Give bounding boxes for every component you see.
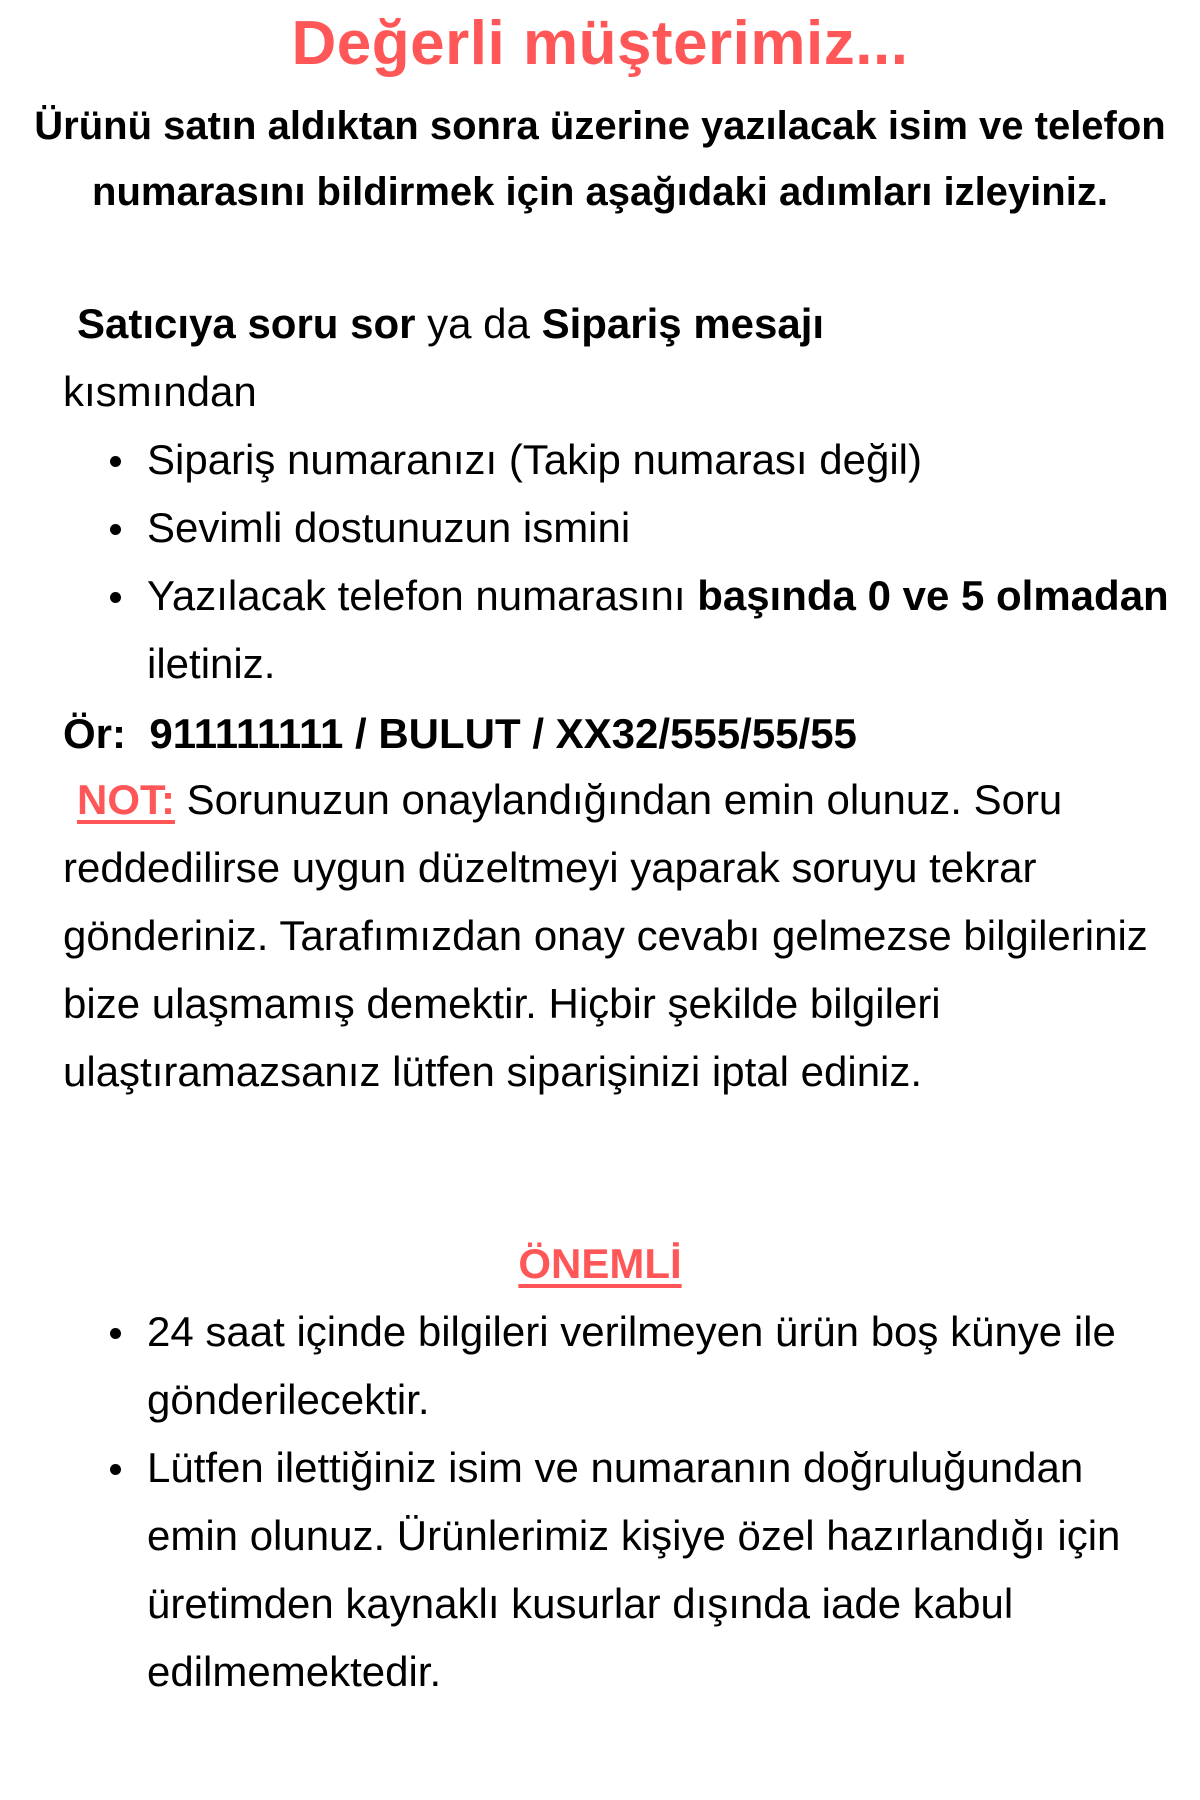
page-title: Değerli müşterimiz... bbox=[291, 9, 909, 78]
list-item-text: Lütfen ilettiğiniz isim ve numaranın doğruluğundan emin olunuz. Ürünlerimiz kişiye özel hazırlandığı için üretimden kaynaklı kusurlar dışında iade kabul edilmemektedir. bbox=[147, 1444, 1121, 1695]
note-paragraph bbox=[63, 766, 1173, 1106]
example-line: Ör: 911111111 / BULUT / XX32/555/55/55 bbox=[63, 710, 857, 757]
note-text: Sorunuzun onaylandığından emin olunuz. Soru reddedilirse uygun düzeltmeyi yaparak soruyu tekrar gönderiniz. Tarafımızdan onay cevabı gelmezse bilgileriniz bize ulaşmamış demektir. Hiçbir şekilde bilgileri ulaştıramazsanız lütfen siparişinizi iptal ediniz. bbox=[63, 776, 1148, 1095]
important-heading bbox=[0, 1230, 1200, 1298]
list-item-text: Sipariş numaranızı (Takip numarası değil) bbox=[147, 436, 922, 483]
instructions-suffix: kısmından bbox=[63, 368, 257, 415]
connector-text: ya da bbox=[415, 300, 542, 347]
ask-seller-label: Satıcıya soru sor bbox=[77, 300, 416, 347]
important-list bbox=[63, 1298, 1173, 1706]
intro-paragraph: Ürünü satın aldıktan sonra üzerine yazılacak isim ve telefon numarasını bildirmek için aşağıdaki adımları izleyiniz. bbox=[34, 104, 1166, 214]
bullet-icon bbox=[110, 592, 121, 603]
bullet-icon bbox=[110, 456, 121, 467]
list-item-text: Sevimli dostunuzun ismini bbox=[147, 504, 631, 551]
instructions-line bbox=[63, 290, 1173, 358]
list-item bbox=[63, 1434, 1173, 1706]
list-item bbox=[63, 494, 1173, 562]
list-item bbox=[63, 426, 1173, 494]
important-heading-text: ÖNEMLİ bbox=[518, 1240, 682, 1287]
instructions-block bbox=[63, 290, 1173, 698]
list-item-text: Yazılacak telefon numarasını bbox=[147, 572, 698, 619]
list-item-bold-text: başında 0 ve 5 olmadan bbox=[697, 572, 1169, 619]
important-block bbox=[63, 1298, 1173, 1706]
order-message-label: Sipariş mesajı bbox=[541, 300, 825, 347]
bullet-icon bbox=[110, 1328, 121, 1339]
bullet-icon bbox=[110, 524, 121, 535]
list-item bbox=[63, 1298, 1173, 1434]
list-item-text: iletiniz. bbox=[147, 640, 276, 687]
note-label: NOT: bbox=[77, 776, 175, 823]
bullet-icon bbox=[110, 1464, 121, 1475]
list-item-text: 24 saat içinde bilgileri verilmeyen ürün boş künye ile gönderilecektir. bbox=[147, 1308, 1116, 1423]
list-item bbox=[63, 562, 1173, 698]
instructions-list bbox=[63, 426, 1173, 698]
